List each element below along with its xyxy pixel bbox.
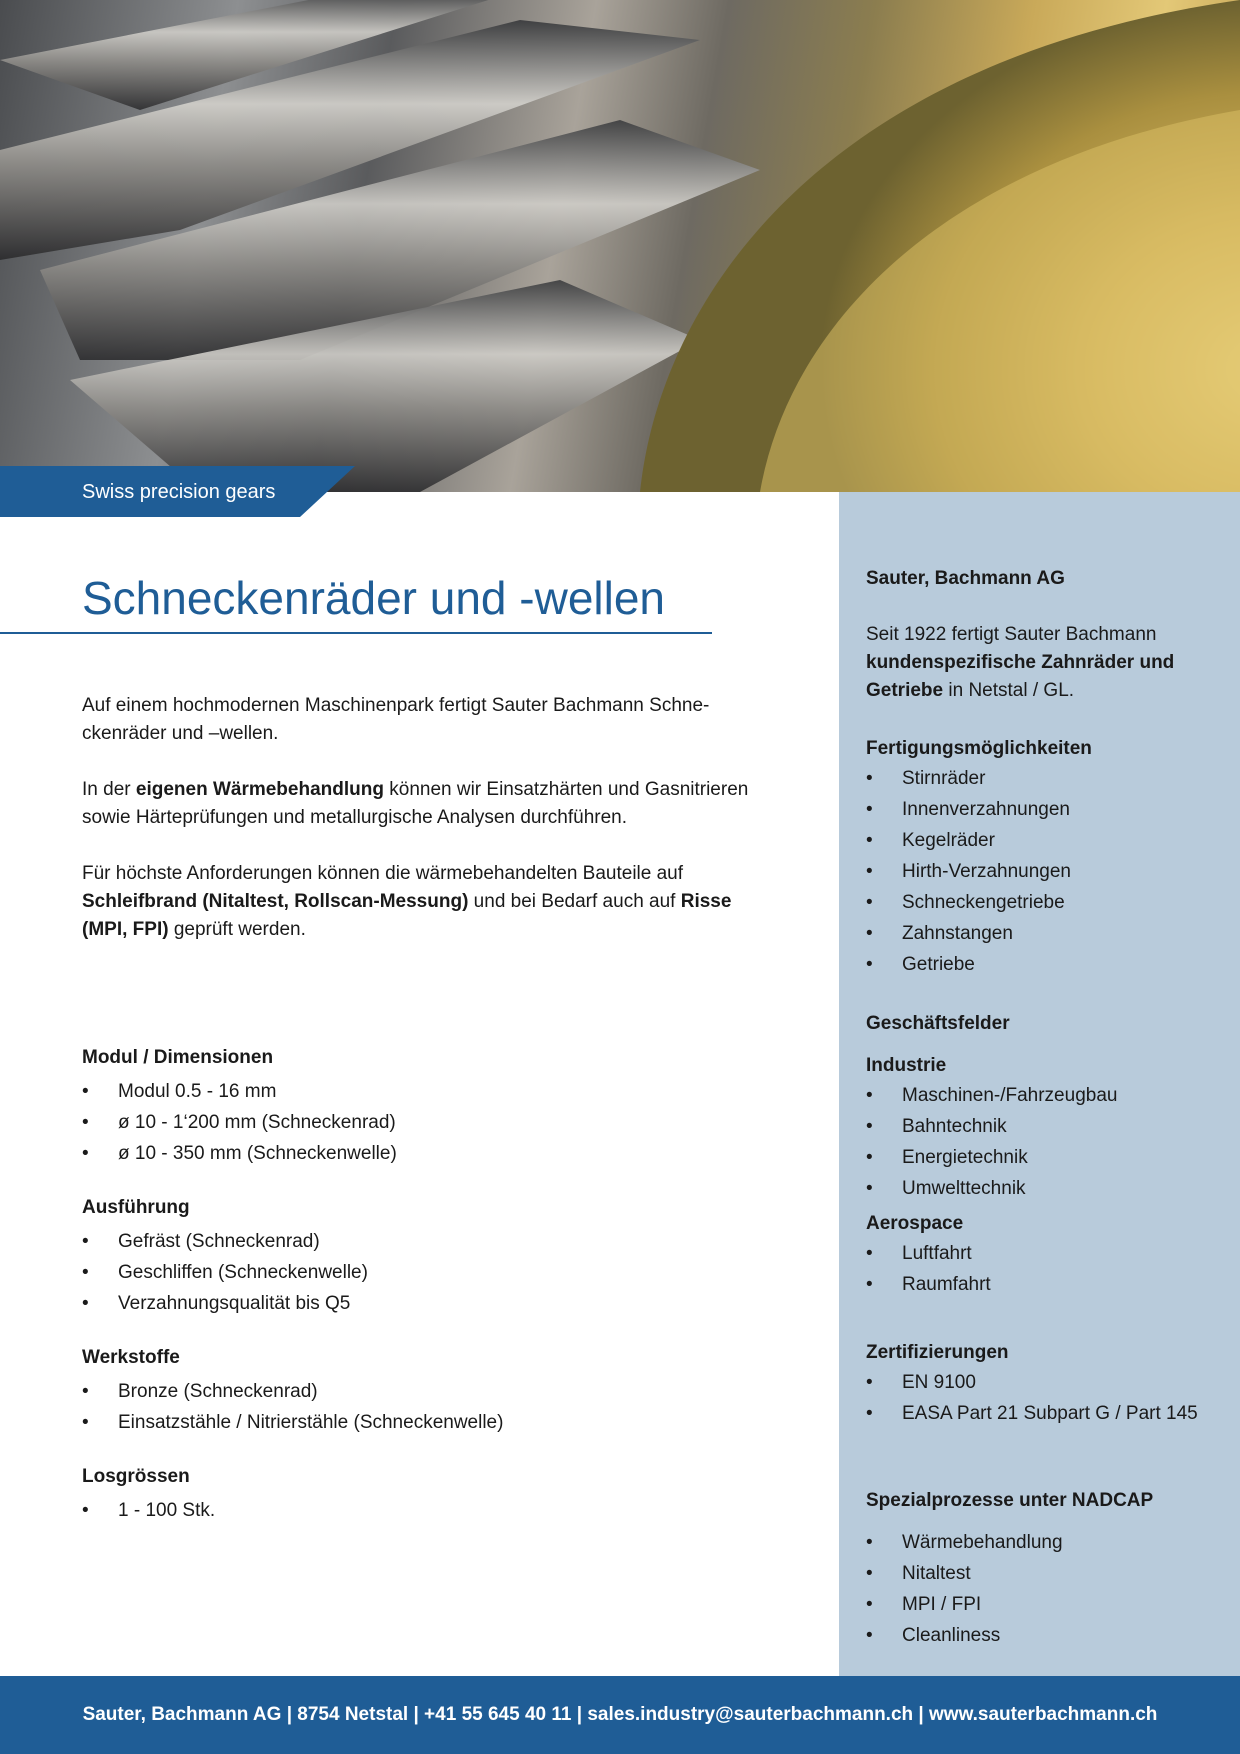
section-heading: Losgrössen (82, 1466, 190, 1487)
list-item: • Nitaltest (866, 1558, 1206, 1589)
list-item: • Raumfahrt (866, 1269, 1206, 1300)
special-list (866, 1527, 1206, 1651)
list-item: • Bronze (Schneckenrad) (82, 1376, 782, 1407)
intro-2-bold: eigenen Wärmebehandlung (135, 779, 384, 800)
list-item: • Verzahnungsqualität bis Q5 (82, 1288, 782, 1319)
list-item: • EASA Part 21 Subpart G / Part 145 (866, 1400, 1206, 1428)
intro-2-text-a: In der (82, 779, 136, 800)
list-item: • Hirth-Verzahnungen (866, 856, 1206, 887)
section-ausfuehrung (82, 1194, 782, 1319)
page-title: Schneckenräder und -wellen (82, 572, 666, 624)
sidebar-certifications (866, 1339, 1206, 1428)
business-heading: Geschäftsfelder (866, 1013, 1010, 1034)
sidebar-capabilities (866, 735, 1206, 980)
intro-3-text-a: Für höchste Anforderungen können die wärmebehandelten Bauteile auf (82, 863, 684, 884)
footer-contact-bar (0, 1676, 1240, 1754)
list-item: • Modul 0.5 - 16 mm (82, 1076, 782, 1107)
list-item: • 1 - 100 Stk. (82, 1495, 782, 1526)
list-item: • ø 10 - 1‘200 mm (Schneckenrad) (82, 1107, 782, 1138)
intro-3-bold-b: Risse (MPI, FPI) (82, 891, 732, 940)
list-item: • Gefräst (Schneckenrad) (82, 1226, 782, 1257)
gear-illustration (0, 0, 1240, 492)
intro-paragraph-3 (82, 860, 782, 944)
list-item: • Luftfahrt (866, 1238, 1206, 1269)
list-item: • ø 10 - 350 mm (Schneckenwelle) (82, 1138, 782, 1169)
company-text-b: in Netstal / GL. (943, 680, 1075, 701)
intro-paragraph-1 (82, 692, 782, 748)
certifications-list (866, 1367, 1206, 1428)
intro-paragraph-2 (82, 776, 782, 832)
industry-heading: Industrie (866, 1055, 947, 1076)
company-text-bold: kundenspezifische Zahnräder und Getriebe (866, 652, 1175, 701)
bullet-list (82, 1376, 782, 1438)
industry-list (866, 1080, 1206, 1204)
intro-3-text-b: und bei Bedarf auch auf (468, 891, 681, 912)
intro-3-text-c: geprüft werden. (168, 919, 306, 940)
capabilities-list (866, 763, 1206, 980)
certifications-heading: Zertifizierungen (866, 1342, 1009, 1363)
list-item: • Umwelttechnik (866, 1173, 1206, 1204)
aerospace-list (866, 1238, 1206, 1300)
intro-1-text: Auf einem hochmodernen Maschinenpark fertigt Sauter Bachmann Schneckenräder und –wellen. (82, 695, 710, 744)
list-item: • Energietechnik (866, 1142, 1206, 1173)
list-item: • Zahnstangen (866, 918, 1206, 949)
section-heading: Werkstoffe (82, 1347, 180, 1368)
list-item: • Getriebe (866, 949, 1206, 980)
list-item: • Schneckengetriebe (866, 887, 1206, 918)
bullet-list (82, 1495, 782, 1526)
capabilities-heading: Fertigungsmöglichkeiten (866, 738, 1092, 759)
list-item: • EN 9100 (866, 1367, 1206, 1398)
list-item: • MPI / FPI (866, 1589, 1206, 1620)
company-heading: Sauter, Bachmann AG (866, 568, 1065, 589)
list-item: • Cleanliness (866, 1620, 1206, 1651)
sidebar-special-processes (866, 1487, 1206, 1651)
list-item: • Einsatzstähle / Nitrierstähle (Schneckenwelle) (82, 1407, 782, 1438)
section-werkstoffe (82, 1344, 782, 1438)
tagline-text: Swiss precision gears (82, 481, 276, 503)
intro-2-text-b: können wir Einsatzhärten und Gasnitrieren sowie Härteprüfungen und metallurgische Analysen durchführen. (82, 779, 749, 828)
list-item: • Innenverzahnungen (866, 794, 1206, 825)
title-divider (0, 632, 712, 634)
list-item: • Geschliffen (Schneckenwelle) (82, 1257, 782, 1288)
sidebar-company (866, 565, 1206, 705)
sidebar-business (866, 1010, 1206, 1300)
special-heading: Spezialprozesse unter NADCAP (866, 1490, 1154, 1511)
list-item: • Wärmebehandlung (866, 1527, 1206, 1558)
section-losgroessen (82, 1463, 782, 1526)
intro-text (82, 692, 782, 972)
list-item: • Stirnräder (866, 763, 1206, 794)
section-heading: Ausführung (82, 1197, 190, 1218)
bullet-list (82, 1226, 782, 1319)
footer-contact-text: Sauter, Bachmann AG | 8754 Netstal | +41 55 645 40 11 | sales.industry@sauterbachmann.ch | www.sauterbachmann.ch (82, 1704, 1158, 1725)
list-item: • Kegelräder (866, 825, 1206, 856)
intro-3-bold-a: Schleifbrand (Nitaltest, Rollscan-Messung) (82, 891, 469, 912)
aerospace-heading: Aerospace (866, 1213, 964, 1234)
company-description (866, 621, 1206, 705)
list-item: • Bahntechnik (866, 1111, 1206, 1142)
hero-gear-photo (0, 0, 1240, 492)
section-heading: Modul / Dimensionen (82, 1047, 274, 1068)
section-modul (82, 1044, 782, 1169)
company-text-a: Seit 1922 fertigt Sauter Bachmann (866, 624, 1157, 645)
bullet-list (82, 1076, 782, 1169)
list-item: • Maschinen-/Fahrzeugbau (866, 1080, 1206, 1111)
